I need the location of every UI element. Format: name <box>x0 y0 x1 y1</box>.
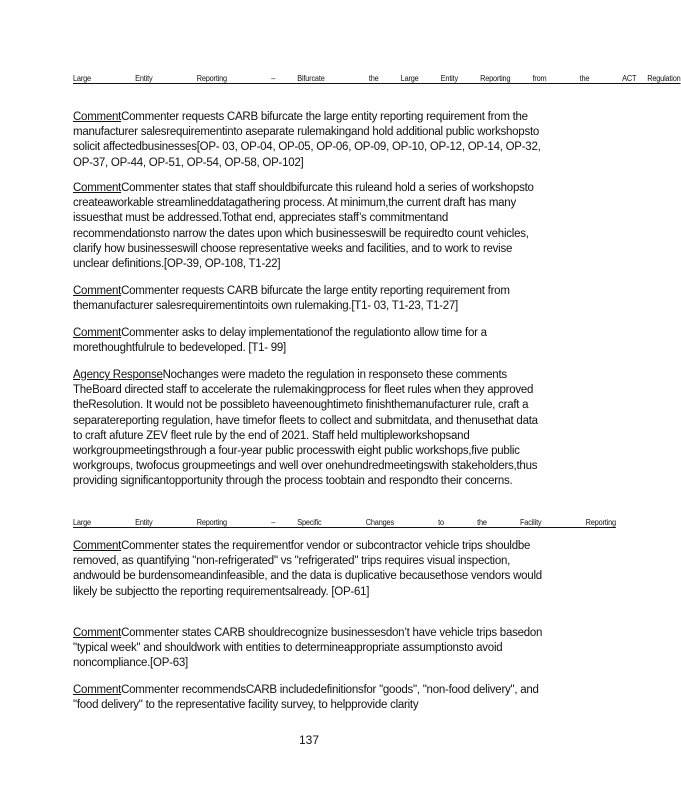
comment-paragraph <box>73 539 545 600</box>
comment-text: Commenter states the requirementfor vendor or subcontractor vehicle trips shouldbe removed, as quantifying "non-refrigerated" vs "refrigerated" trips requires visual inspection, andwould be burdensomeandinfeasible, and the data is duplicative becausethose vendors would likely be subjectto the reporting requirementsalready. [OP-61] <box>73 540 542 598</box>
comment-text: Commenter asks to delay implementationof the regulationto allow time for a morethoughtfulrule to bedeveloped. [T1- 99] <box>73 327 487 355</box>
comment-text: Commenter recommendsCARB includedefinitionsfor "goods", "non-food delivery", and "food delivery" to the representative facility survey, to helpprovide clarity <box>73 684 539 712</box>
section-heading-text: Large Entity Reporting – Bifurcate the Large Entity Reporting from the ACT Regulation <box>73 74 681 83</box>
comment-paragraph <box>73 626 545 672</box>
comment-label: Comment <box>73 111 122 123</box>
section-heading-specific-changes <box>73 516 616 530</box>
page-number: 137 <box>298 733 320 747</box>
section-heading-bifurcate <box>73 72 681 86</box>
comment-paragraph <box>73 683 545 713</box>
comment-text: Commenter states CARB shouldrecognize businessesdon’t have vehicle trips basedon "typical week" and shouldwork with entities to determineappropriate assumptionsto avoid noncompliance.[OP-63] <box>73 627 543 670</box>
comment-text: Commenter states that staff shouldbifurcate this ruleand hold a series of workshopsto createaworkable streamlineddatagathering process. At minimum,the current draft has many issuesthat must be addressed.Tothat end, appreciates staff’s commitmentand recommendationsto narrow the dates upon which businesseswill be requiredto count vehicles, clarify how businesseswill choose representative weeks and facilities, and to work to revise unclear definitions.[OP-39, OP-108, T1-22] <box>73 182 534 271</box>
section-heading-text: Large Entity Reporting – Specific Changes to the Facility Reporting <box>73 518 616 527</box>
comment-paragraph <box>73 110 545 171</box>
comment-label: Comment <box>73 327 122 339</box>
comment-text: Commenter requests CARB bifurcate the large entity reporting requirement from the manufacturer salesrequirementinto aseparate rulemakingand hold additional public workshopsto solicit affectedbusinesses[OP- 03, OP-04, OP-05, OP-06, OP-09, OP-10, OP-12, OP-14, OP-32, OP-37, OP-44, OP-51, OP-54, OP-58, OP-102] <box>73 111 541 169</box>
comment-label: Comment <box>73 540 122 552</box>
comment-text: Commenter requests CARB bifurcate the large entity reporting requirement from themanufacturer salesrequirementintoits own rulemaking.[T1- 03, T1-23, T1-27] <box>73 285 510 313</box>
agency-response-text: Nochanges were madeto the regulation in responseto these comments TheBoard directed staff to accelerate the rulemakingprocess for fleet rules when they approved theResolution. It would not be possibleto haveenoughtimeto finishthemanufacturer rule, craft a separatereporting regulation, have timefor fleets to collect and submitdata, and thenusethat data to craft afuture ZEV fleet rule by the end of 2021. Staff held multipleworkshopsand workgroupmeetingsthrough a four-year public processwith eight public workshops,five public workgroups, twofocus groupmeetings and well over onehundredmeetingswith stakeholders,thus providing significantopportunity through the process toobtain and respondto their concerns. <box>73 369 538 488</box>
comment-label: Comment <box>73 182 122 194</box>
comment-label: Comment <box>73 627 122 639</box>
comment-label: Comment <box>73 684 122 696</box>
comment-label: Comment <box>73 285 122 297</box>
comment-paragraph <box>73 284 545 314</box>
comment-paragraph <box>73 326 545 356</box>
comment-paragraph <box>73 181 545 272</box>
agency-response-paragraph <box>73 368 545 490</box>
agency-response-label: Agency Response <box>73 369 163 381</box>
